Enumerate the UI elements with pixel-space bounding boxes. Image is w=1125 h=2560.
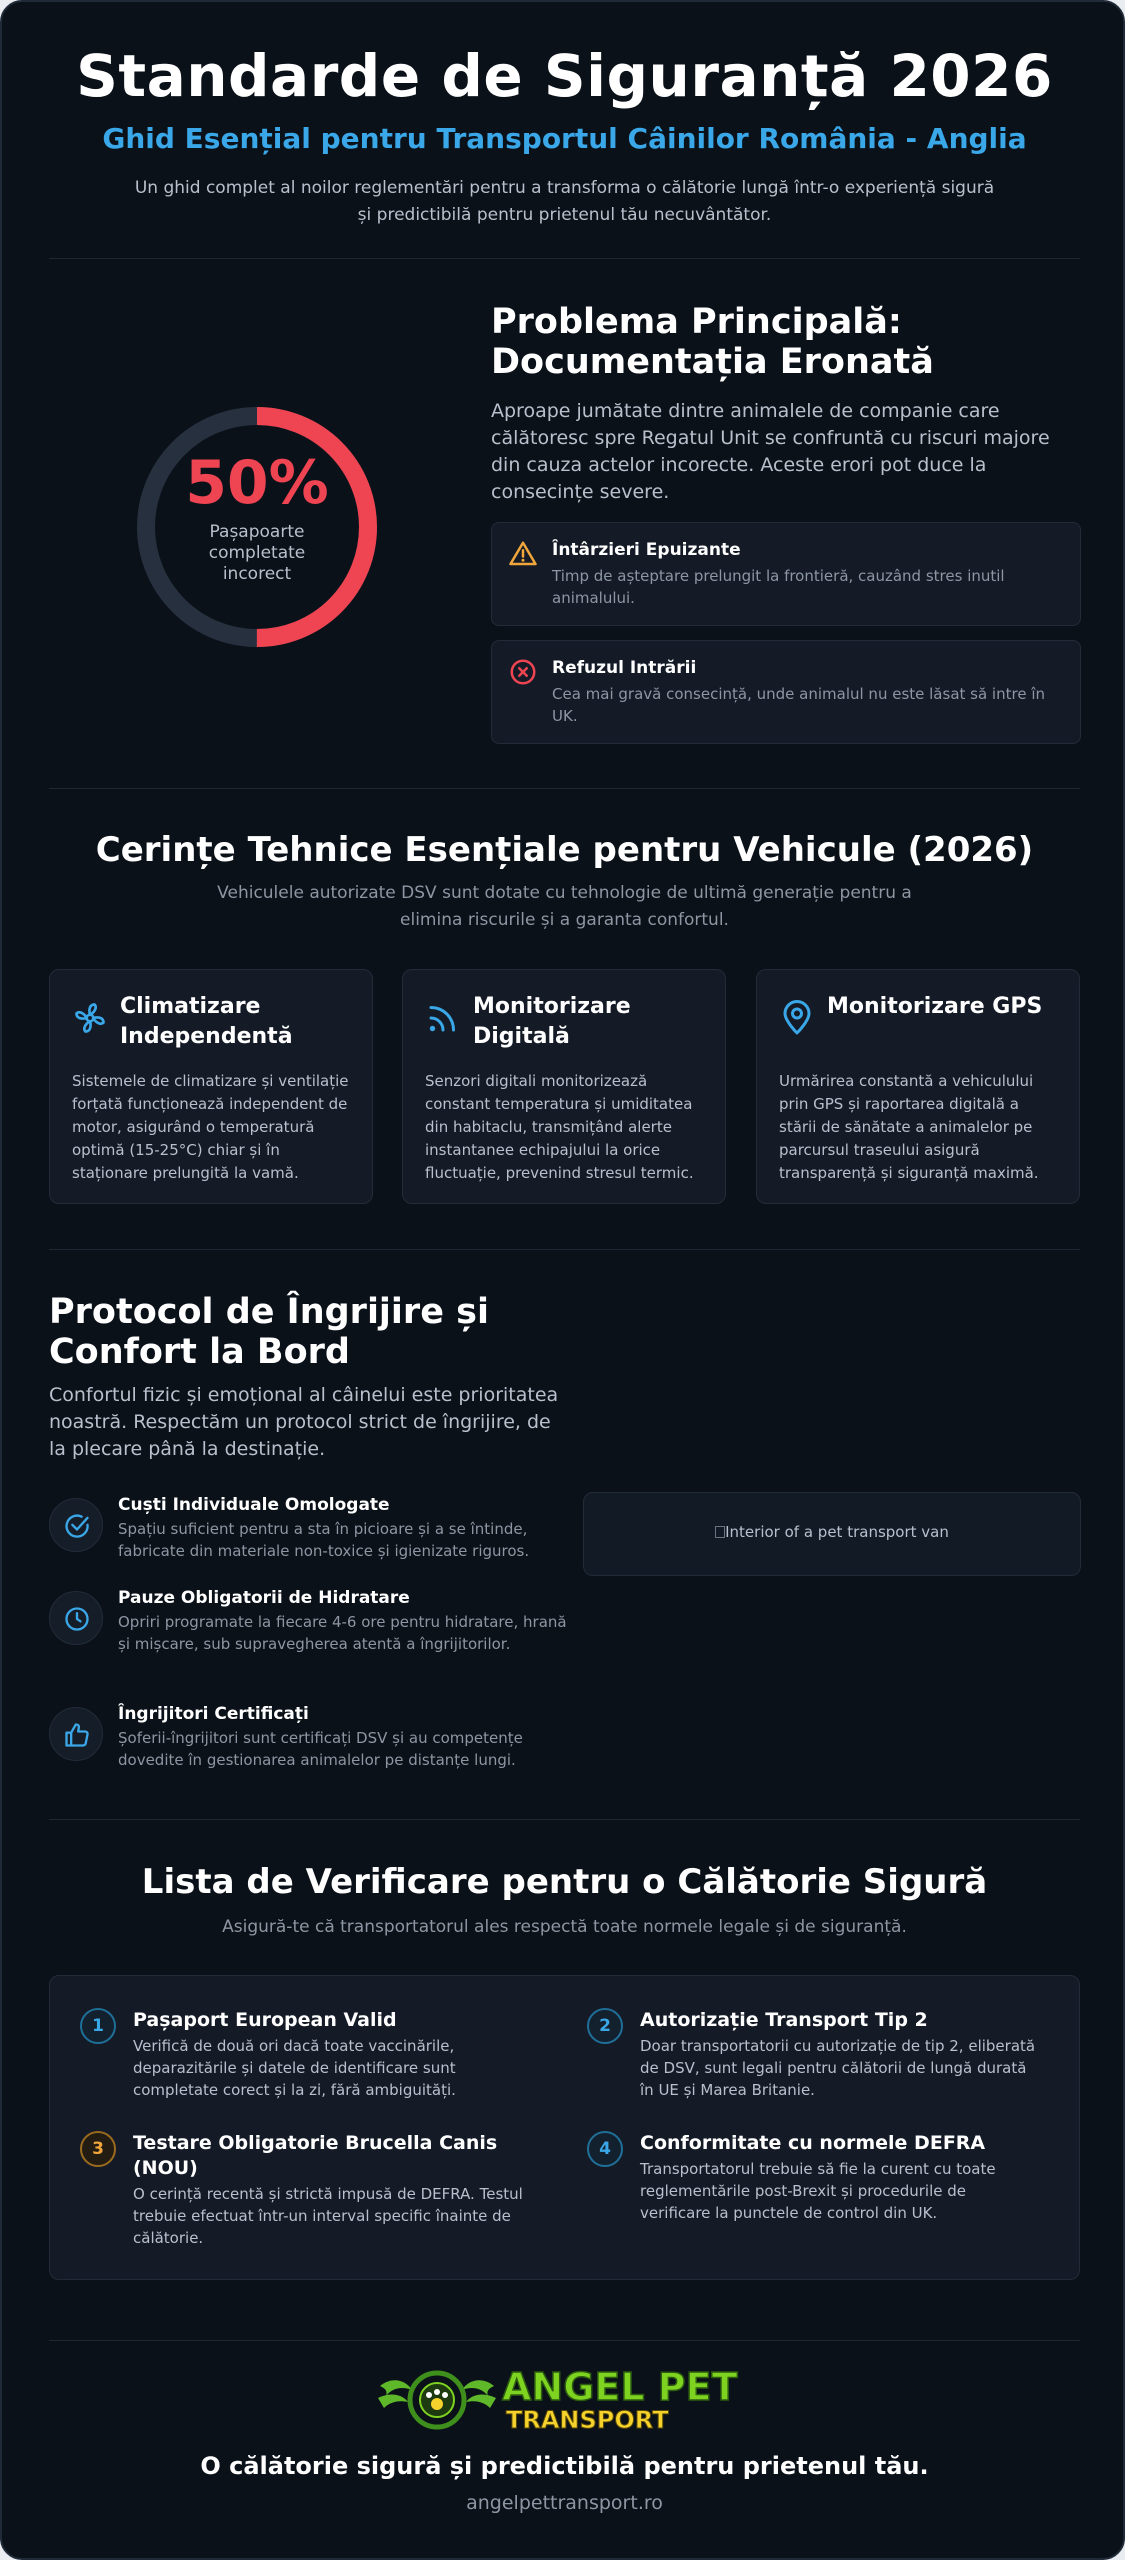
clock-icon [63,1605,91,1633]
checklist-item-title: Pașaport European Valid [133,2009,397,2031]
care-item-text: Șoferii-îngrijitori sunt certificați DSV și au competențe dovedite în gestionarea animalelor pe distanțe lungi. [118,1729,523,1769]
care-title: Protocol de Îngrijire și Confort la Bord [49,1292,489,1372]
fan-icon [72,1000,108,1036]
care-item-icon-wrap [49,1707,103,1761]
care-item-breaks [49,1587,569,1655]
problem-card-text: Cea mai gravă consecință, unde animalul nu este lăsat să intre în UK. [552,685,1045,725]
thumbs-up-icon [63,1721,91,1749]
problem-card-refusal [491,640,1081,744]
check-circle-icon [63,1512,91,1540]
checklist-item-title: Conformitate cu normele DEFRA [640,2132,986,2154]
page-title: Standarde de Siguranță 2026 [76,42,1053,110]
logo-text-primary: ANGEL PET [502,2365,738,2409]
stat-value: 50% [185,448,329,518]
page-subtitle: Ghid Esențial pentru Transportul Câinilor România - Anglia [102,122,1027,155]
checklist-item-title: Testare Obligatorie Brucella Canis (NOU) [133,2132,498,2179]
care-item-caregivers [49,1703,569,1771]
divider [49,258,1080,259]
logo-text-secondary: TRANSPORT [506,2406,669,2434]
checklist-number: 3 [80,2131,116,2167]
signal-icon [425,1000,461,1036]
divider [49,2340,1080,2341]
care-item-text: Opriri programate la fiecare 4-6 ore pentru hidratare, hrană și mișcare, sub supravegherea atentă a îngrijitorilor. [118,1613,567,1653]
care-item-crates [49,1494,569,1562]
problem-text: Aproape jumătate dintre animalele de companie care călătoresc spre Regatul Unit se confruntă cu riscuri majore din cauza actelor incorecte. Aceste erori pot duce la consecințe severe. [491,400,1050,503]
x-circle-icon [508,657,538,687]
checklist-item [587,2131,1037,2224]
broken-image-icon [715,1526,725,1538]
problem-card-delays [491,522,1081,626]
tech-header [2,830,1125,934]
image-alt-text: Interior of a pet transport van [725,1523,949,1541]
checklist-number: 1 [80,2008,116,2044]
checklist-item-text: Verifică de două ori dacă toate vaccinările, deparazitările și datele de identificare sunt completate corect și la zi, fără ambiguități. [133,2037,456,2099]
divider [49,788,1080,789]
problem-card-title: Întârzieri Epuizante [552,540,741,560]
tech-card-text: Urmărirea constantă a vehiculului prin GPS și raportarea digitală a stării de sănătate a animalelor pe parcursul traseului asigură transparență și siguranță maximă. [779,1072,1039,1182]
tech-card-text: Sistemele de climatizare și ventilație forțată funcționează independent de motor, asigurând o temperatură optimă (15-25°C) chiar și în staționare prelungită la vamă. [72,1072,349,1182]
divider [49,1249,1080,1250]
checklist-number: 4 [587,2131,623,2167]
tech-card-title: Monitorizare Digitală [473,994,631,1049]
tech-card-title: Climatizare Independentă [120,994,293,1049]
angel-pet-logo [372,2364,752,2434]
tech-card-gps [756,969,1080,1204]
problem-title: Problema Principală: Documentația Eronată [491,302,934,382]
problem-intro [491,302,1081,506]
checklist-item-title: Autorizație Transport Tip 2 [640,2009,928,2031]
care-text: Confortul fizic și emoțional al câinelui este prioritatea noastră. Respectăm un protocol strict de îngrijire, de la plecare până la destinație. [49,1384,559,1460]
page-description: Un ghid complet al noilor reglementări pentru a transforma o călătorie lungă într-o experiență sigură și predictibilă pentru prietenul tău necuvântător. [134,178,995,225]
footer-url[interactable]: angelpettransport.ro [466,2492,663,2514]
tech-card-text: Senzori digitali monitorizează constant temperatura și umiditatea din habitaclu, transmițând alerte instantanee echipajului la orice fluctuație, prevenind stresul termic. [425,1072,694,1182]
care-item-title: Cuști Individuale Omologate [118,1495,390,1515]
tech-card-digital [402,969,726,1204]
tech-card-title: Monitorizare GPS [827,994,1043,1019]
checklist-item-text: Transportatorul trebuie să fie la curent cu toate reglementările post-Brexit și procedurile de verificare la punctele de control din UK. [640,2160,996,2222]
checklist-panel [49,1975,1080,2280]
tech-subtitle: Vehiculele autorizate DSV sunt dotate cu tehnologie de ultimă generație pentru a elimina riscurile și a garanta confortul. [217,883,912,930]
care-item-icon-wrap [49,1498,103,1552]
logo-emblem-icon [378,2373,496,2427]
stat-readout [122,450,392,585]
tech-card-climate [49,969,373,1204]
tech-title: Cerințe Tehnice Esențiale pentru Vehicule (2026) [95,830,1034,870]
checklist-item [80,2008,530,2101]
warning-icon [508,539,538,569]
care-item-icon-wrap [49,1591,103,1645]
care-item-text: Spațiu suficient pentru a sta în picioare și a se întinde, fabricate din materiale non-toxice și igienizate riguros. [118,1520,530,1560]
checklist-item-text: O cerință recentă și strictă impusă de DEFRA. Testul trebuie efectuat într-un interval specific înainte de călătorie. [133,2185,523,2247]
divider [49,1819,1080,1820]
checklist-header [2,1862,1125,1941]
checklist-number: 2 [587,2008,623,2044]
care-item-title: Îngrijitori Certificați [118,1704,309,1724]
header [2,42,1125,229]
care-item-title: Pauze Obligatorii de Hidratare [118,1588,410,1608]
stat-label: Pașapoarte completate incorect [208,522,306,584]
checklist-item [80,2131,530,2249]
footer-tagline: O călătorie sigură și predictibilă pentru prietenul tău. [200,2452,929,2480]
checklist-title: Lista de Verificare pentru o Călătorie Sigură [141,1862,988,1902]
checklist-item-text: Doar transportatorii cu autorizație de tip 2, eliberată de DSV, sunt legali pentru călătorii de lungă durată în UE și Marea Britanie. [640,2037,1036,2099]
problem-card-text: Timp de așteptare prelungit la frontieră, cauzând stres inutil animalului. [552,567,1005,607]
van-interior-image [583,1492,1081,1576]
checklist-subtitle: Asigură-te că transportatorul ales respectă toate normele legale și de siguranță. [222,1917,907,1937]
map-pin-icon [779,1000,815,1036]
checklist-item [587,2008,1037,2101]
problem-card-title: Refuzul Intrării [552,658,697,678]
